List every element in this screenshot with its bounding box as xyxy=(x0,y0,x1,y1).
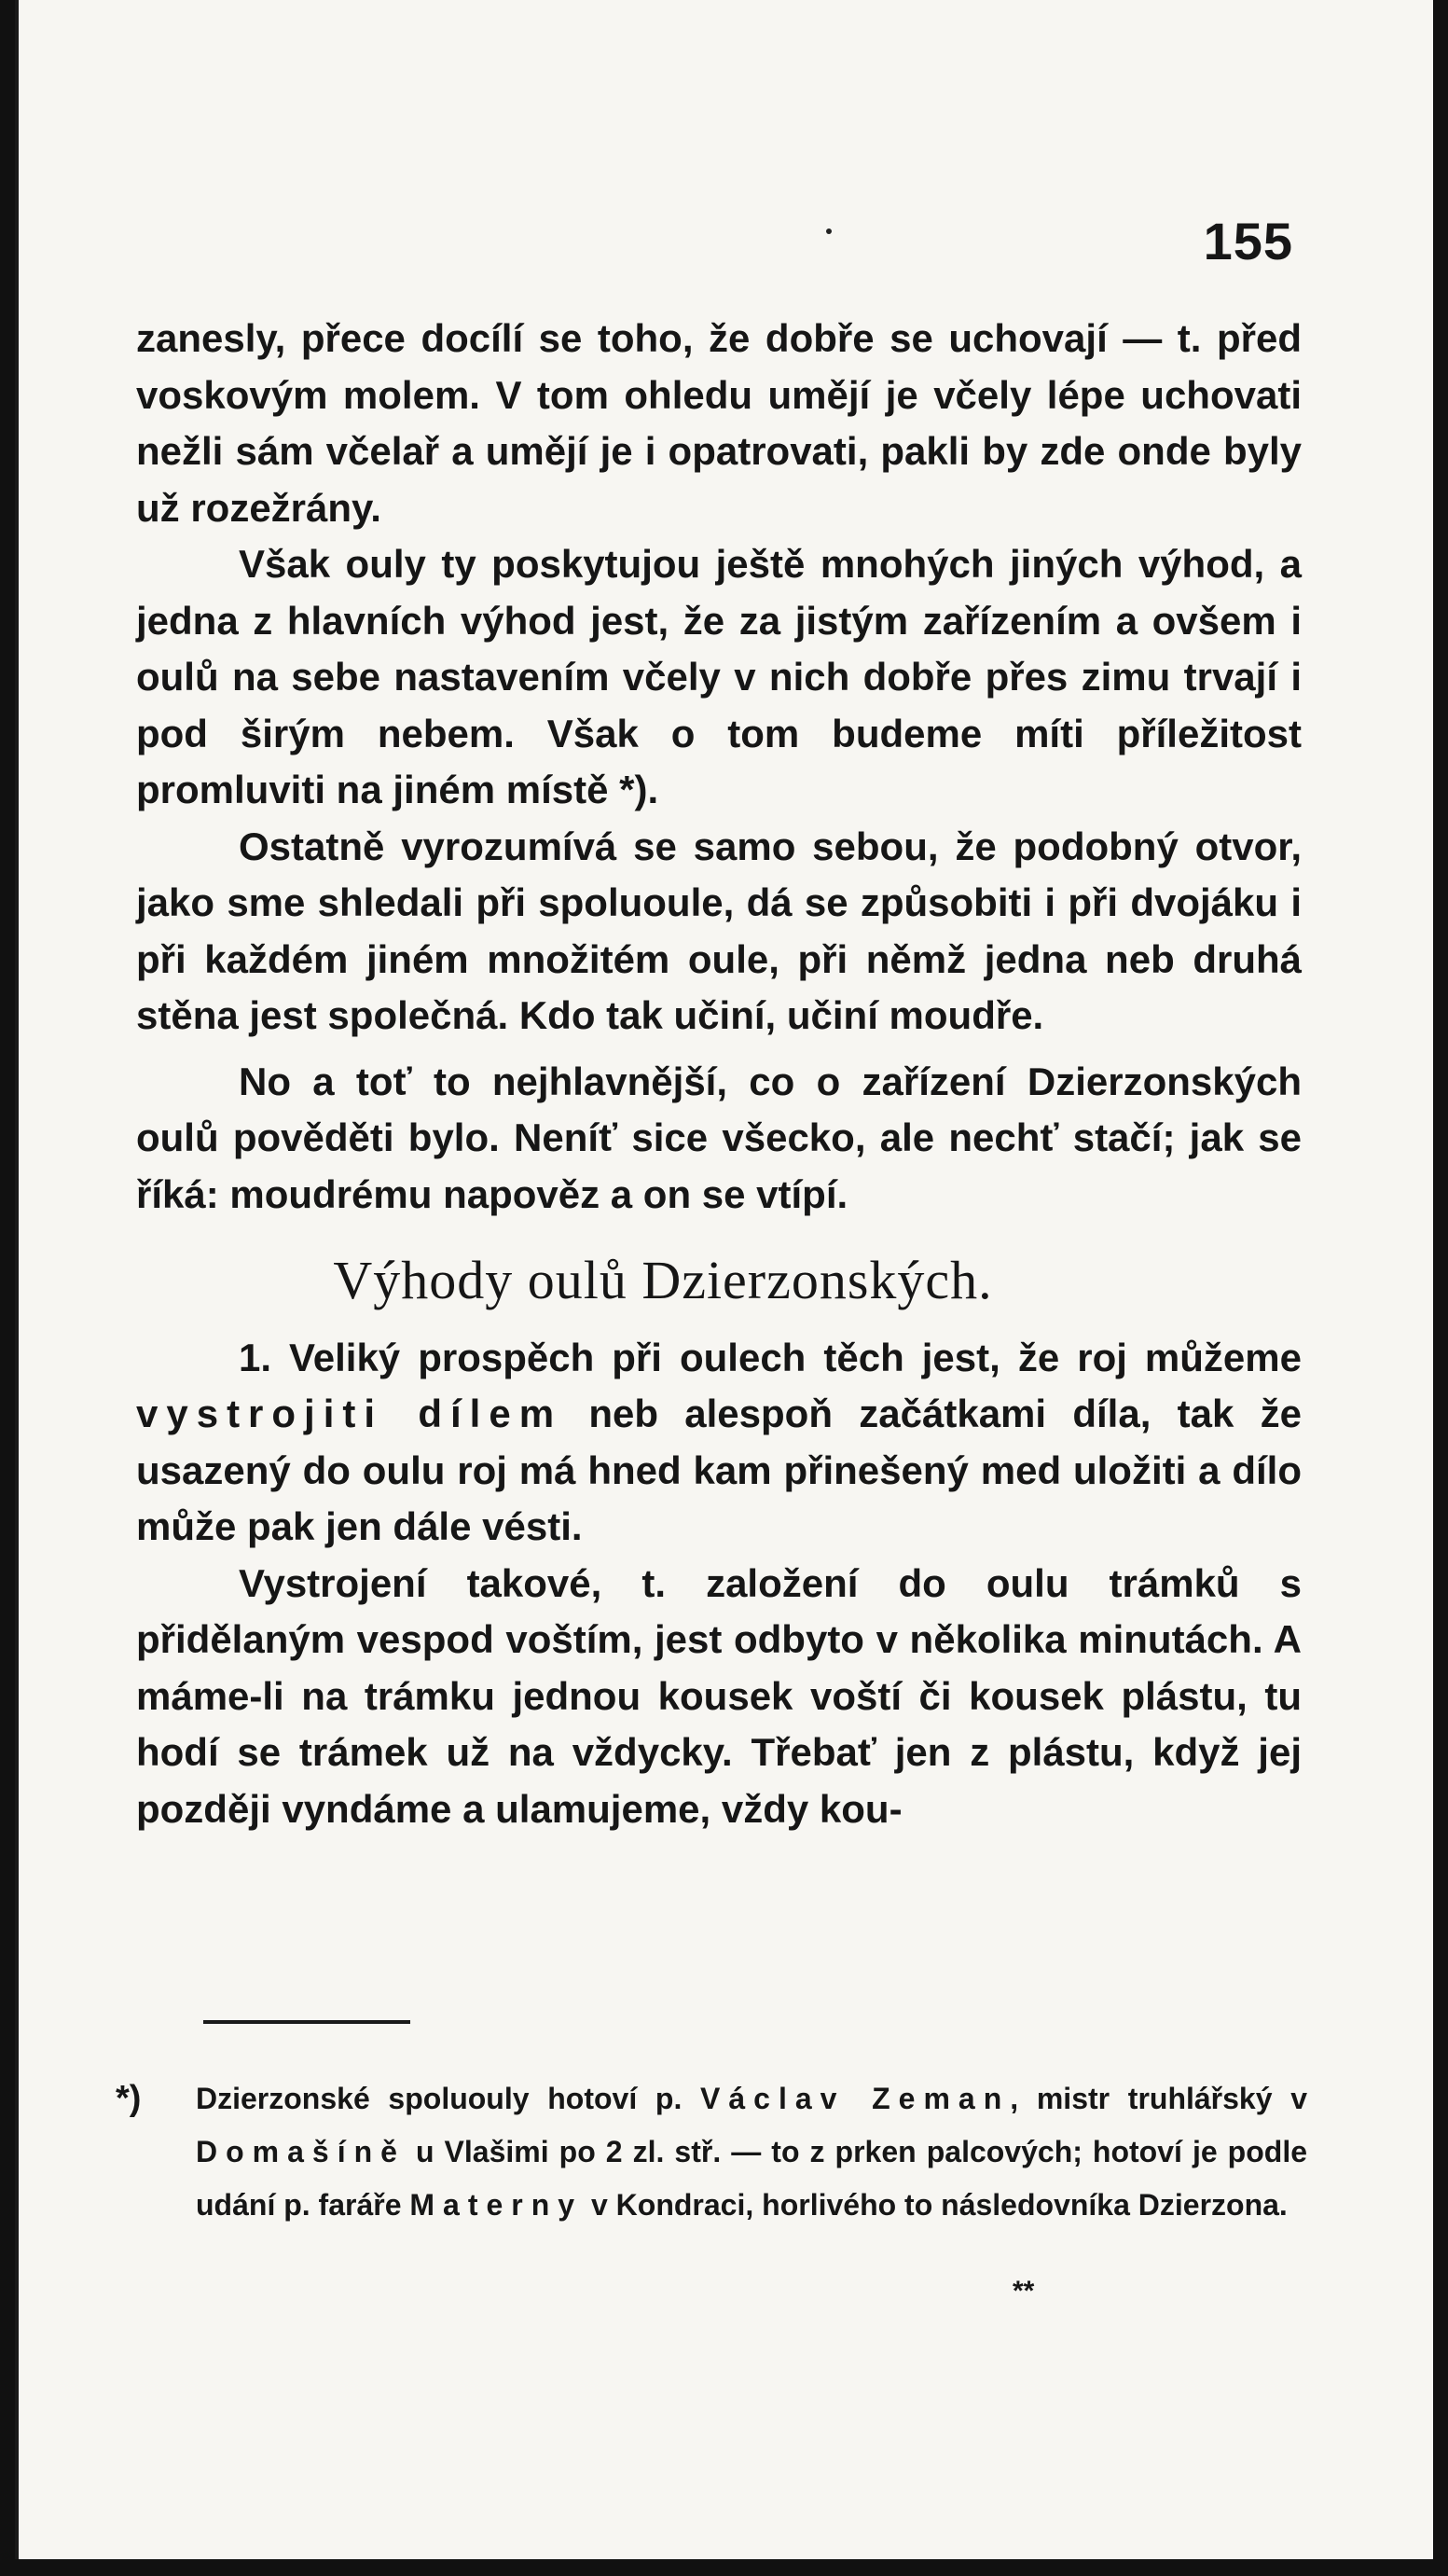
book-page xyxy=(15,0,1433,2559)
emphasized-text: vystrojiti dílem xyxy=(136,1392,563,1435)
text-run: , mistr truhlářský v xyxy=(1010,2082,1307,2115)
paragraph: Však ouly ty poskytujou ještě mnohých jiných výhod, a jedna z hlavních výhod jest, že za jistým zařízením a ovšem i oulů na sebe nastavením včely v nich dobře přes zimu trvají i pod širým nebem. Však o tom budeme míti příležitost promluviti na jiném místě *). xyxy=(136,542,1302,811)
paragraph xyxy=(136,1330,1302,1556)
emphasized-name: Materny xyxy=(409,2188,584,2222)
text-run: Dzierzonské spoluouly hotoví p. xyxy=(196,2082,701,2115)
paragraph: No a toť to nejhlavnější, co o zařízení Dzierzonských oulů pověděti bylo. Neníť sice všecko, ale nechť stačí; jak se říká: moudrému napověz a on se vtípí. xyxy=(136,1059,1302,1216)
emphasized-name: Václav Zeman xyxy=(700,2082,1011,2115)
paragraph: Ostatně vyrozumívá se samo sebou, že podobný otvor, jako sme shledali při spoluoule, dá se způsobiti i při dvojáku i při každém jiném množitém oule, při němž jedna neb druhá stěna jest společná. Kdo tak učiní, učiní moudře. xyxy=(136,824,1302,1037)
text-run: v Kondraci, horlivého to následovníka Dzierzona. xyxy=(583,2188,1288,2222)
paragraph: Vystrojení takové, t. založení do oulu trámků s přidělaným vespod voštím, jest odbyto v několika minutách. A máme-li na trámku jednou kousek voští či kousek plástu, tu hodí se trámek už na vždycky. Třebať jen z plástu, když jej později vyndáme a ulamujeme, vždy kou- xyxy=(136,1560,1302,1831)
page-number: 155 xyxy=(1203,212,1293,270)
text-run: u Vlašimi po 2 zl. stř. — to z prken palcových; hotoví je podle udání p. faráře xyxy=(196,2135,1307,2222)
footnote-text xyxy=(196,2072,1307,2232)
emphasized-place: Domašíně xyxy=(196,2135,406,2168)
bottom-mark: ** xyxy=(1013,2276,1035,2306)
section-heading: Výhody oulů Dzierzonských. xyxy=(333,1250,993,1310)
text-run: 1. Veliký prospěch při oulech těch jest, že roj můžeme xyxy=(239,1335,1302,1379)
ink-speck xyxy=(826,229,832,234)
main-text xyxy=(136,311,1302,1837)
footnote-separator xyxy=(203,2020,410,2024)
text-run: neb alespoň začátkami díla, tak že usazený do oulu roj má hned kam přinešený med uložiti a dílo může pak jen dále vésti. xyxy=(136,1392,1302,1548)
footnote-mark: *) xyxy=(116,2079,142,2118)
paragraph-continued: zanesly, přece docílí se toho, že dobře se uchovají — t. před voskovým molem. V tom ohledu umějí je včely lépe uchovati nežli sám včelař a umějí je i opatrovati, pakli by zde onde byly už rozežrány. xyxy=(136,316,1302,530)
footnote xyxy=(116,2072,1307,2232)
